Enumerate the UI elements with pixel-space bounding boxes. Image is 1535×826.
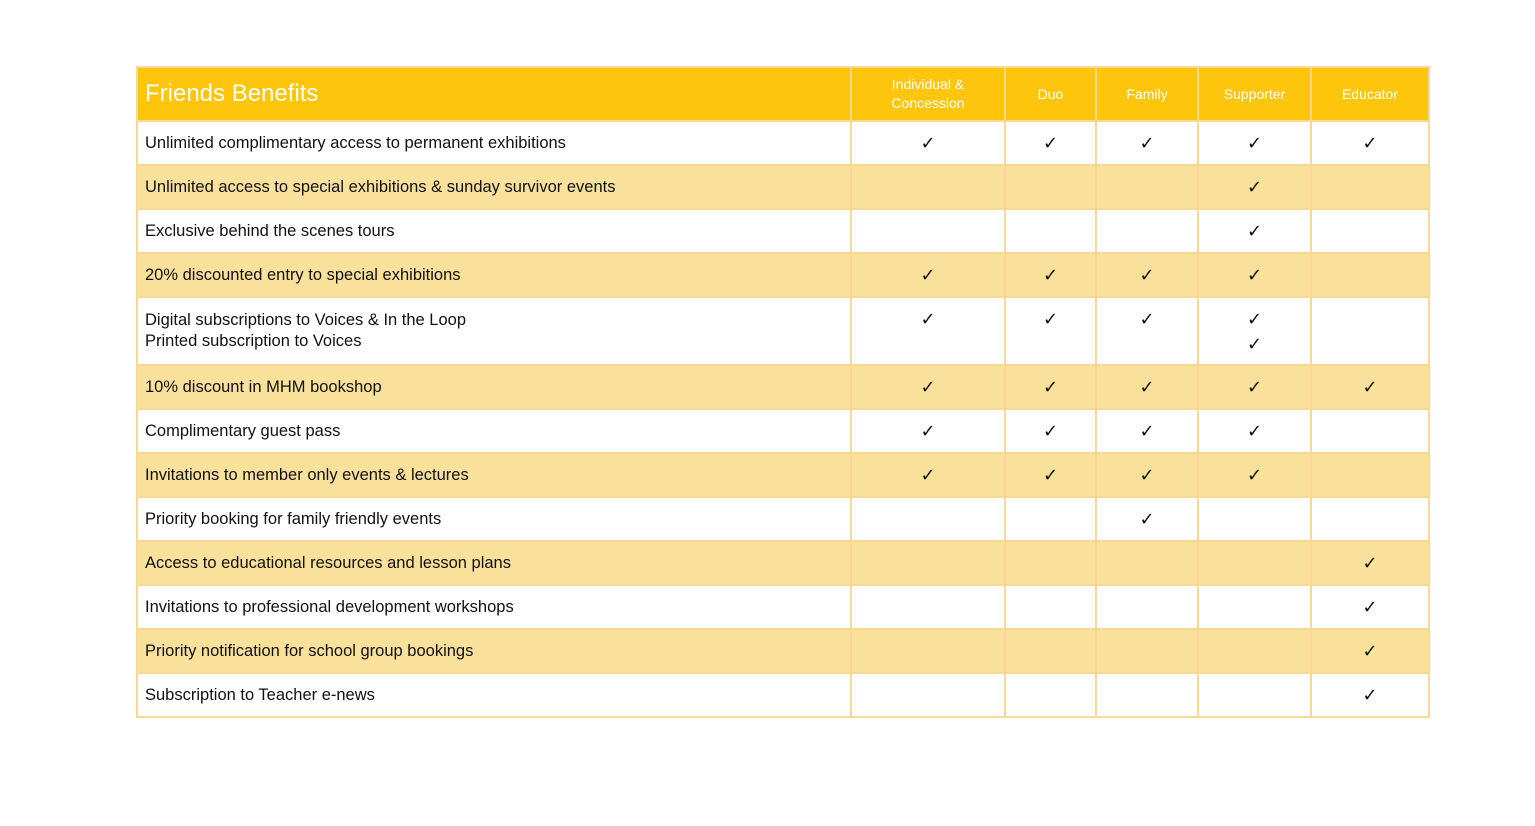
check-cell-educator — [1311, 541, 1429, 585]
benefit-label: Complimentary guest pass — [145, 421, 341, 440]
checkmark-icon: ✓ — [1139, 309, 1155, 330]
check-cell-educator — [1311, 297, 1429, 365]
checkmark-icon: ✓ — [1362, 684, 1378, 706]
checkmark-icon: ✓ — [1042, 309, 1059, 330]
check-cell-duo — [1005, 165, 1096, 209]
column-header-educator: Educator — [1311, 67, 1429, 121]
checkmark-icon: ✓ — [1139, 420, 1155, 442]
table-row — [137, 121, 1429, 165]
check-cell-family — [1096, 297, 1198, 365]
check-cell-individual-concession — [851, 409, 1005, 453]
check-cell-individual-concession — [851, 365, 1005, 409]
check-cell-educator — [1311, 409, 1429, 453]
checkmark-icon: ✓ — [1139, 376, 1155, 398]
check-cell-family — [1096, 253, 1198, 297]
check-cell-individual-concession — [851, 585, 1005, 629]
checkmark-icon: ✓ — [1246, 132, 1263, 154]
table-body — [137, 121, 1429, 717]
benefit-label-cell — [137, 297, 851, 365]
check-cell-individual-concession — [851, 121, 1005, 165]
table-row — [137, 409, 1429, 453]
benefit-label: Invitations to professional development workshops — [145, 597, 514, 616]
check-cell-individual-concession — [851, 541, 1005, 585]
benefit-label-cell — [137, 673, 851, 717]
check-cell-supporter — [1198, 297, 1311, 365]
check-cell-supporter — [1198, 629, 1311, 673]
benefit-label: Invitations to member only events & lectures — [145, 465, 469, 484]
checkmark-icon: ✓ — [1246, 176, 1263, 198]
benefit-label-cell — [137, 165, 851, 209]
checkmark-icon: ✓ — [920, 420, 936, 442]
check-cell-educator — [1311, 253, 1429, 297]
check-cell-educator — [1311, 209, 1429, 253]
benefit-label-cell — [137, 629, 851, 673]
check-cell-supporter — [1198, 453, 1311, 497]
benefit-label-cell — [137, 541, 851, 585]
checkmark-icon: ✓ — [1246, 376, 1263, 398]
check-cell-supporter — [1198, 409, 1311, 453]
check-cell-individual-concession — [851, 629, 1005, 673]
checkmark-icon: ✓ — [920, 376, 936, 398]
benefit-label: Exclusive behind the scenes tours — [145, 221, 395, 240]
check-cell-supporter — [1198, 585, 1311, 629]
check-cell-supporter — [1198, 121, 1311, 165]
benefit-label: Subscription to Teacher e-news — [145, 685, 375, 704]
check-cell-supporter — [1198, 253, 1311, 297]
checkmark-icon: ✓ — [1362, 132, 1378, 154]
checkmark-icon: ✓ — [1246, 309, 1263, 330]
check-cell-duo — [1005, 541, 1096, 585]
check-cell-individual-concession — [851, 209, 1005, 253]
checkmark-icon: ✓ — [1246, 220, 1263, 242]
table-row — [137, 165, 1429, 209]
column-header-duo: Duo — [1005, 67, 1096, 121]
check-cell-individual-concession — [851, 297, 1005, 365]
table-row — [137, 453, 1429, 497]
benefit-label-cell — [137, 497, 851, 541]
check-cell-supporter — [1198, 541, 1311, 585]
checkmark-icon: ✓ — [1139, 508, 1155, 530]
check-cell-family — [1096, 165, 1198, 209]
check-cell-duo — [1005, 629, 1096, 673]
checkmark-icon: ✓ — [920, 132, 936, 154]
checkmark-icon: ✓ — [1042, 264, 1059, 286]
check-cell-family — [1096, 585, 1198, 629]
checkmark-icon: ✓ — [1042, 420, 1059, 442]
check-cell-individual-concession — [851, 165, 1005, 209]
check-cell-duo — [1005, 365, 1096, 409]
benefit-label: Priority notification for school group bookings — [145, 641, 474, 660]
check-cell-duo — [1005, 585, 1096, 629]
check-cell-supporter — [1198, 165, 1311, 209]
table-row — [137, 297, 1429, 365]
check-cell-educator — [1311, 673, 1429, 717]
checkmark-icon: ✓ — [1139, 264, 1155, 286]
table-title: Friends Benefits — [137, 67, 851, 121]
check-cell-family — [1096, 409, 1198, 453]
checkmark-icon: ✓ — [1362, 376, 1378, 398]
header-row — [137, 67, 1429, 121]
column-header-supporter: Supporter — [1198, 67, 1311, 121]
check-cell-educator — [1311, 585, 1429, 629]
check-cell-individual-concession — [851, 253, 1005, 297]
benefit-label: Unlimited complimentary access to permanent exhibitions — [145, 133, 566, 152]
check-cell-supporter — [1198, 209, 1311, 253]
checkmark-icon: ✓ — [1362, 640, 1378, 662]
checkmark-icon: ✓ — [920, 264, 936, 286]
benefit-label: Unlimited access to special exhibitions & sunday survivor events — [145, 177, 616, 196]
check-cell-educator — [1311, 453, 1429, 497]
checkmark-icon: ✓ — [1139, 132, 1155, 154]
check-cell-duo — [1005, 253, 1096, 297]
check-cell-family — [1096, 209, 1198, 253]
checkmark-icon: ✓ — [1042, 132, 1059, 154]
checkmark-icon: ✓ — [1139, 464, 1155, 486]
checkmark-icon: ✓ — [920, 309, 936, 330]
check-cell-duo — [1005, 209, 1096, 253]
benefit-label: Printed subscription to Voices — [145, 332, 362, 350]
check-cell-supporter — [1198, 673, 1311, 717]
check-cell-educator — [1311, 497, 1429, 541]
benefit-label-cell — [137, 409, 851, 453]
benefit-label-cell — [137, 453, 851, 497]
checkmark-icon: ✓ — [1042, 376, 1059, 398]
benefit-label: Digital subscriptions to Voices & In the Loop — [145, 311, 467, 329]
table-header — [137, 67, 1429, 121]
table-row — [137, 673, 1429, 717]
check-cell-family — [1096, 673, 1198, 717]
check-cell-educator — [1311, 165, 1429, 209]
check-cell-educator — [1311, 629, 1429, 673]
benefit-label: Priority booking for family friendly events — [145, 509, 442, 528]
check-cell-duo — [1005, 453, 1096, 497]
table-row — [137, 629, 1429, 673]
check-cell-duo — [1005, 297, 1096, 365]
column-header-family: Family — [1096, 67, 1198, 121]
benefit-label-cell — [137, 365, 851, 409]
table-row — [137, 209, 1429, 253]
check-cell-individual-concession — [851, 497, 1005, 541]
table-row — [137, 497, 1429, 541]
table-row — [137, 365, 1429, 409]
check-cell-family — [1096, 629, 1198, 673]
benefit-label: 20% discounted entry to special exhibitions — [145, 265, 461, 284]
check-cell-duo — [1005, 497, 1096, 541]
check-cell-family — [1096, 497, 1198, 541]
check-cell-individual-concession — [851, 673, 1005, 717]
table-row — [137, 253, 1429, 297]
table-row — [137, 585, 1429, 629]
check-cell-duo — [1005, 409, 1096, 453]
check-cell-supporter — [1198, 497, 1311, 541]
benefit-label-cell — [137, 209, 851, 253]
checkmark-icon: ✓ — [1362, 596, 1378, 618]
column-header-individual-concession: Individual & Concession — [851, 67, 1005, 121]
check-cell-educator — [1311, 365, 1429, 409]
checkmark-icon: ✓ — [1042, 464, 1059, 486]
benefit-label-cell — [137, 585, 851, 629]
checkmark-icon: ✓ — [920, 464, 936, 486]
benefit-label-cell — [137, 253, 851, 297]
table-row — [137, 541, 1429, 585]
benefit-label-cell — [137, 121, 851, 165]
check-cell-individual-concession — [851, 453, 1005, 497]
check-cell-duo — [1005, 121, 1096, 165]
benefit-label: Access to educational resources and lesson plans — [145, 553, 511, 572]
checkmark-icon: ✓ — [1246, 464, 1263, 486]
check-cell-family — [1096, 365, 1198, 409]
check-cell-family — [1096, 121, 1198, 165]
check-cell-duo — [1005, 673, 1096, 717]
checkmark-icon: ✓ — [1362, 552, 1378, 574]
checkmark-icon: ✓ — [1246, 420, 1263, 442]
check-cell-supporter — [1198, 365, 1311, 409]
check-cell-educator — [1311, 121, 1429, 165]
check-cell-family — [1096, 541, 1198, 585]
check-cell-family — [1096, 453, 1198, 497]
checkmark-icon: ✓ — [1246, 264, 1263, 286]
benefit-label: 10% discount in MHM bookshop — [145, 377, 382, 396]
checkmark-icon: ✓ — [1246, 334, 1263, 355]
benefits-table — [136, 66, 1430, 718]
